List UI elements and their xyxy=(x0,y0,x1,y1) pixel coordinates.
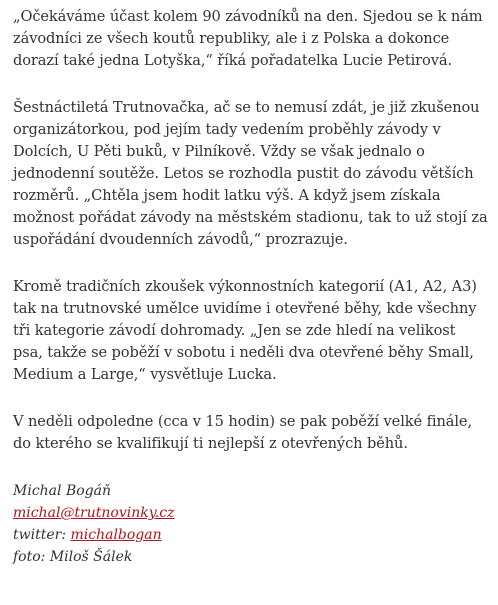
twitter-line xyxy=(13,524,488,546)
paragraph-quote-participants: „Očekáváme účast kolem 90 závodníků na den. Sjedou se k nám závodníci ze všech koutů republiky, ale i z Polska a dokonce dorazí také jedna Lotyška,“ říká pořadatelka Lucie Petirová. xyxy=(13,8,483,69)
twitter-label: twitter: xyxy=(13,527,71,543)
twitter-handle-link[interactable]: michalbogan xyxy=(70,527,162,543)
photo-credit: foto: Miloš Šálek xyxy=(13,549,133,565)
paragraph-organizer: Šestnáctiletá Trutnovačka, ač se to nemusí zdát, je již zkušenou organizátorkou, pod jejím tady vedením proběhly závody v Dolcích, U Pěti buků, v Pilníkově. Vždy se však jednalo o jednodenní soutěže. Letos se rozhodla pustit do závodu větších rozměrů. „Chtěla jsem hodit latku výš. A když jsem získala možnost pořádat závody na městském stadionu, tak to už stojí za uspořádání dvoudenních závodů,“ prozrazuje. xyxy=(13,99,488,248)
author-name: Michal Bogáň xyxy=(13,483,111,499)
article-signature xyxy=(13,480,488,568)
paragraph-final: V neděli odpoledne (cca v 15 hodin) se pak poběží velké finále, do kterého se kvalifikují ti nejlepší z otevřených běhů. xyxy=(13,413,473,452)
paragraph-categories: Kromě tradičních zkoušek výkonnostních kategorií (A1, A2, A3) tak na trutnovské umělce uvidíme i otevřené běhy, kde všechny tři kategorie závodí dohromady. „Jen se zde hledí na velikost psa, takže se poběží v sobotu i neděli dva otevřené běhy Small, Medium a Large,“ vysvětluje Lucka. xyxy=(13,278,477,383)
author-email-line xyxy=(13,502,488,524)
author-email-link[interactable]: michal@trutnovinky.cz xyxy=(13,505,175,521)
